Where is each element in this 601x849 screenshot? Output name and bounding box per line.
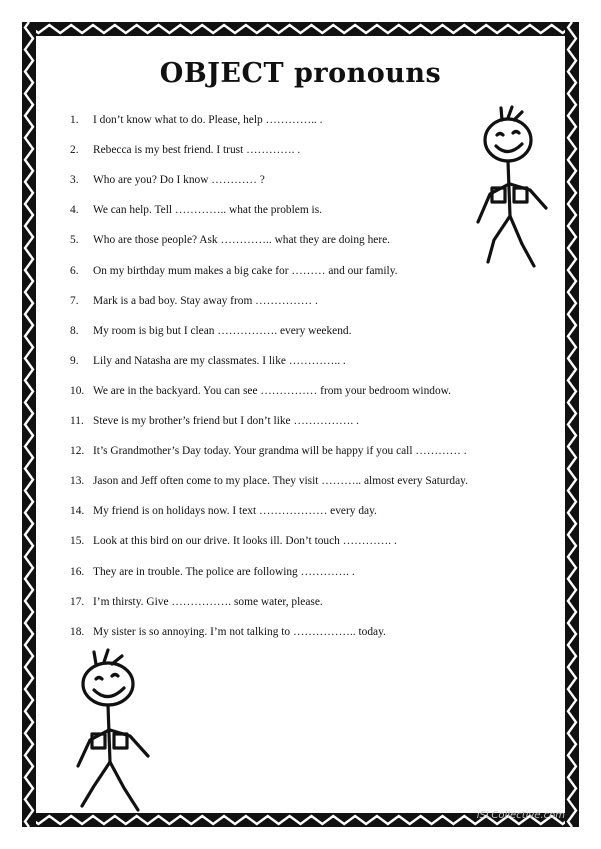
question-text: Look at this bird on our drive. It looks ill. Don’t touch …………. .: [93, 535, 397, 548]
question-item: [70, 110, 322, 130]
question-item: [70, 622, 386, 642]
question-text: Lily and Natasha are my classmates. I like ………….. .: [93, 354, 346, 367]
question-text: On my birthday mum makes a big cake for ……… and our family.: [93, 264, 398, 277]
question-item: [70, 140, 300, 160]
question-number: 5.: [70, 234, 79, 247]
question-text: We can help. Tell ………….. what the problem is.: [93, 204, 323, 217]
question-text: My sister is so annoying. I’m not talking to …………….. today.: [93, 625, 386, 638]
question-number: 7.: [70, 294, 79, 307]
question-item: [70, 291, 318, 311]
question-text: It’s Grandmother’s Day today. Your grandma will be happy if you call ………… .: [93, 445, 467, 458]
page-title: OBJECT pronouns: [159, 58, 442, 89]
question-text: Rebecca is my best friend. I trust …………. .: [93, 144, 301, 157]
question-text: Steve is my brother’s friend but I don’t like ……………. .: [93, 415, 359, 427]
question-item: [70, 531, 397, 551]
question-number: 11.: [70, 415, 84, 427]
question-number: 9.: [70, 354, 79, 367]
question-item: [70, 170, 265, 190]
question-number: 13.: [70, 475, 85, 488]
question-text: My room is big but I clean ……………. every weekend.: [93, 324, 352, 337]
question-number: 3.: [70, 174, 79, 187]
question-number: 8.: [70, 324, 79, 337]
question-number: 14.: [70, 505, 85, 518]
question-item: [70, 200, 322, 220]
question-number: 15.: [70, 535, 85, 548]
question-number: 18.: [70, 625, 85, 638]
stick-figure-bottom-left: [66, 648, 158, 816]
question-text: Mark is a bad boy. Stay away from …………… .: [93, 294, 318, 307]
question-item: [70, 381, 451, 401]
question-item: [70, 261, 398, 281]
question-text: My friend is on holidays now. I text ……………… every day.: [93, 505, 377, 518]
question-number: 4.: [70, 204, 79, 217]
question-text: I’m thirsty. Give ……………. some water, please.: [93, 595, 323, 608]
question-number: 17.: [70, 595, 85, 608]
question-number: 12.: [70, 445, 85, 458]
question-item: [70, 471, 468, 491]
question-item: [70, 441, 467, 461]
question-number: 10.: [70, 384, 85, 397]
question-number: 2.: [70, 144, 79, 157]
question-text: Who are you? Do I know ………… ?: [93, 174, 265, 187]
question-text: Who are those people? Ask ………….. what they are doing here.: [93, 234, 391, 247]
question-item: [70, 230, 390, 250]
question-text: Jason and Jeff often come to my place. They visit ……….. almost every Saturday.: [93, 475, 468, 488]
question-number: 16.: [70, 565, 85, 578]
watermark-text: iSLCollective.com: [476, 810, 565, 821]
stick-figure-top-right: [468, 104, 552, 270]
question-number: 1.: [70, 114, 79, 126]
question-text: I don’t know what to do. Please, help ………….. .: [93, 114, 323, 126]
question-item: [70, 592, 323, 612]
question-item: [70, 501, 377, 521]
question-item: [70, 351, 346, 371]
question-item: [70, 321, 351, 341]
question-number: 6.: [70, 264, 79, 277]
question-item: [70, 411, 359, 431]
question-text: They are in trouble. The police are following …………. .: [93, 565, 355, 578]
question-text: We are in the backyard. You can see …………… from your bedroom window.: [93, 384, 452, 397]
question-item: [70, 562, 355, 582]
